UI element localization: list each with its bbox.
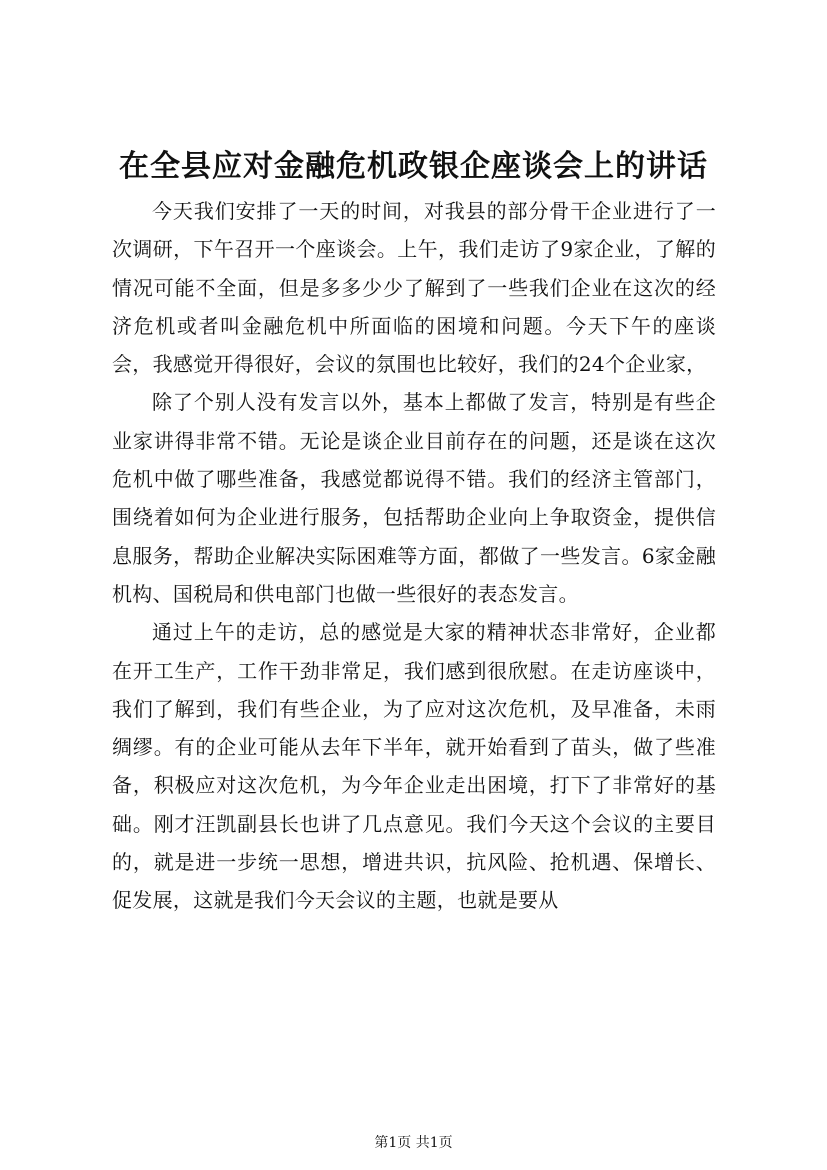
- paragraph-3: 通过上午的走访，总的感觉是大家的精神状态非常好，企业都在开工生产，工作干劲非常足，我们感到很欣慰。在走访座谈中，我们了解到，我们有些企业，为了应对这次危机，及早准备，未雨绸缪。有的企业可能从去年下半年，就开始看到了苗头，做了些准备，积极应对这次危机，为今年企业走出困境，打下了非常好的基础。刚才汪凯副县长也讲了几点意见。我们今天这个会议的主要目的，就是进一步统一思想，增进共识，抗风险、抢机遇、保增长、促发展，这就是我们今天会议的主题，也就是要从: [112, 620, 716, 913]
- document-body: [112, 192, 716, 920]
- paragraph-2: 除了个别人没有发言以外，基本上都做了发言，特别是有些企业家讲得非常不错。无论是谈企业目前存在的问题，还是谈在这次危机中做了哪些准备，我感觉都说得不错。我们的经济主管部门，围绕着如何为企业进行服务，包括帮助企业向上争取资金，提供信息服务，帮助企业解决实际困难等方面，都做了一些发言。6家金融机构、国税局和供电部门也做一些很好的表态发言。: [112, 390, 716, 606]
- document-title: 在全县应对金融危机政银企座谈会上的讲话: [119, 149, 708, 184]
- page-number-footer: 第1页 共1页: [374, 1135, 453, 1151]
- paragraph-1: 今天我们安排了一天的时间，对我县的部分骨干企业进行了一次调研，下午召开一个座谈会。上午，我们走访了9家企业，了解的情况可能不全面，但是多多少少了解到了一些我们企业在这次的经济危机或者叫金融危机中所面临的困境和问题。今天下午的座谈会，我感觉开得很好，会议的氛围也比较好，我们的24个企业家，: [112, 199, 716, 377]
